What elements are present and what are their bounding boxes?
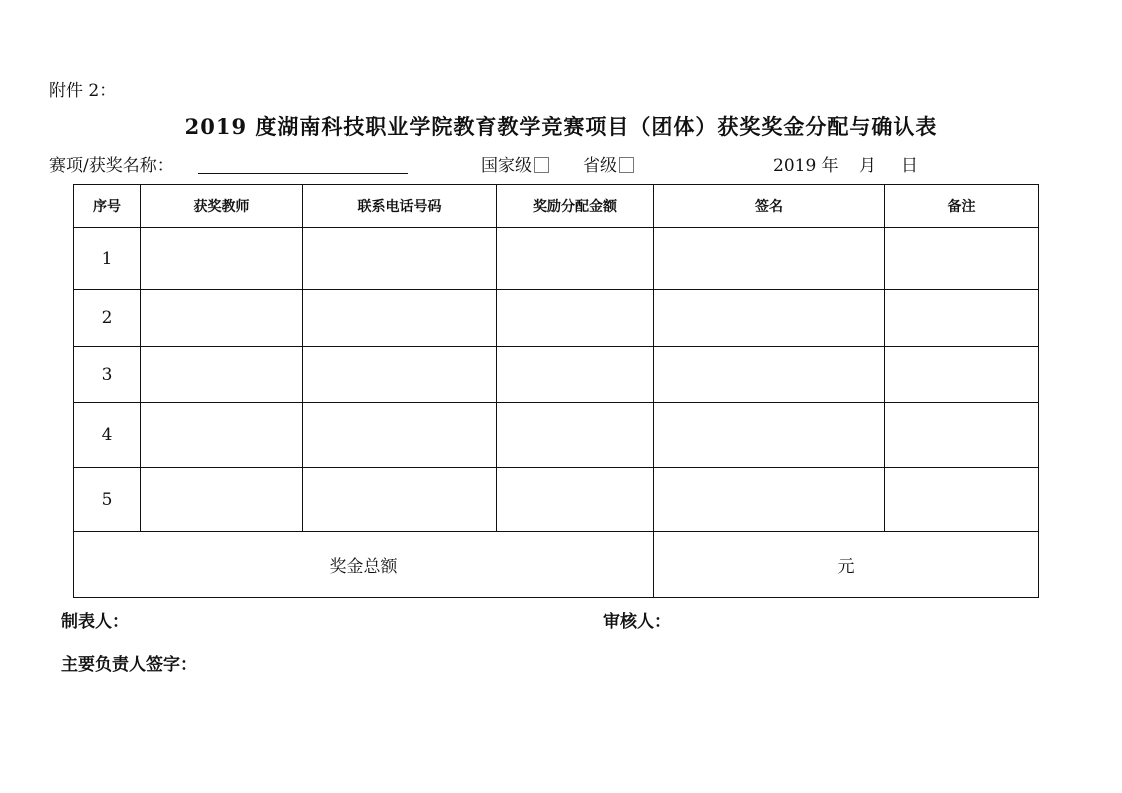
row-seq: 5 bbox=[74, 468, 141, 532]
teacher-cell[interactable] bbox=[141, 403, 303, 468]
table-row bbox=[74, 403, 1039, 468]
phone-cell[interactable] bbox=[303, 468, 497, 532]
amount-cell[interactable] bbox=[497, 468, 654, 532]
remark-cell[interactable] bbox=[885, 347, 1039, 403]
row-seq: 4 bbox=[74, 403, 141, 468]
phone-cell[interactable] bbox=[303, 228, 497, 290]
remark-cell[interactable] bbox=[885, 228, 1039, 290]
row-seq: 3 bbox=[74, 347, 141, 403]
remark-cell[interactable] bbox=[885, 468, 1039, 532]
national-level-checkbox[interactable] bbox=[534, 157, 549, 173]
teacher-cell[interactable] bbox=[141, 290, 303, 347]
national-level-option[interactable] bbox=[481, 151, 549, 176]
table-header-row bbox=[74, 185, 1039, 228]
event-name-label: 赛项/获奖名称： bbox=[49, 156, 174, 176]
signature-cell[interactable] bbox=[654, 290, 885, 347]
signature-cell[interactable] bbox=[654, 347, 885, 403]
header-signature: 签名 bbox=[654, 185, 885, 228]
attachment-label: 附件 2： bbox=[49, 81, 117, 101]
teacher-cell[interactable] bbox=[141, 228, 303, 290]
remark-cell[interactable] bbox=[885, 403, 1039, 468]
date-day: 日 bbox=[901, 156, 918, 176]
teacher-cell[interactable] bbox=[141, 468, 303, 532]
total-amount-cell[interactable]: 元 bbox=[654, 532, 1039, 598]
head-signature-label: 主要负责人签字： bbox=[61, 655, 197, 675]
amount-cell[interactable] bbox=[497, 290, 654, 347]
event-name-field-line[interactable] bbox=[198, 173, 408, 174]
table-row bbox=[74, 468, 1039, 532]
provincial-level-option[interactable] bbox=[583, 151, 634, 176]
table-row bbox=[74, 347, 1039, 403]
table-row bbox=[74, 228, 1039, 290]
page-title: 2019 度湖南科技职业学院教育教学竞赛项目（团体）获奖奖金分配与确认表 bbox=[184, 114, 938, 139]
signature-cell[interactable] bbox=[654, 468, 885, 532]
phone-cell[interactable] bbox=[303, 290, 497, 347]
header-amount: 奖励分配金额 bbox=[497, 185, 654, 228]
remark-cell[interactable] bbox=[885, 290, 1039, 347]
total-row bbox=[74, 532, 1039, 598]
total-label: 奖金总额 bbox=[74, 532, 654, 598]
teacher-cell[interactable] bbox=[141, 347, 303, 403]
signature-cell[interactable] bbox=[654, 228, 885, 290]
phone-cell[interactable] bbox=[303, 347, 497, 403]
signature-cell[interactable] bbox=[654, 403, 885, 468]
national-level-label: 国家级 bbox=[481, 156, 532, 176]
provincial-level-label: 省级 bbox=[583, 156, 617, 176]
header-remark: 备注 bbox=[885, 185, 1039, 228]
amount-cell[interactable] bbox=[497, 403, 654, 468]
row-seq: 1 bbox=[74, 228, 141, 290]
amount-cell[interactable] bbox=[497, 347, 654, 403]
award-distribution-table bbox=[73, 184, 1039, 598]
header-teacher: 获奖教师 bbox=[141, 185, 303, 228]
date-month: 月 bbox=[859, 156, 876, 176]
phone-cell[interactable] bbox=[303, 403, 497, 468]
header-seq: 序号 bbox=[74, 185, 141, 228]
reviewer-label: 审核人： bbox=[603, 612, 671, 632]
preparer-label: 制表人： bbox=[61, 612, 129, 632]
date-year: 2019 年 bbox=[773, 156, 839, 176]
provincial-level-checkbox[interactable] bbox=[619, 157, 634, 173]
table-row bbox=[74, 290, 1039, 347]
row-seq: 2 bbox=[74, 290, 141, 347]
amount-cell[interactable] bbox=[497, 228, 654, 290]
header-phone: 联系电话号码 bbox=[303, 185, 497, 228]
